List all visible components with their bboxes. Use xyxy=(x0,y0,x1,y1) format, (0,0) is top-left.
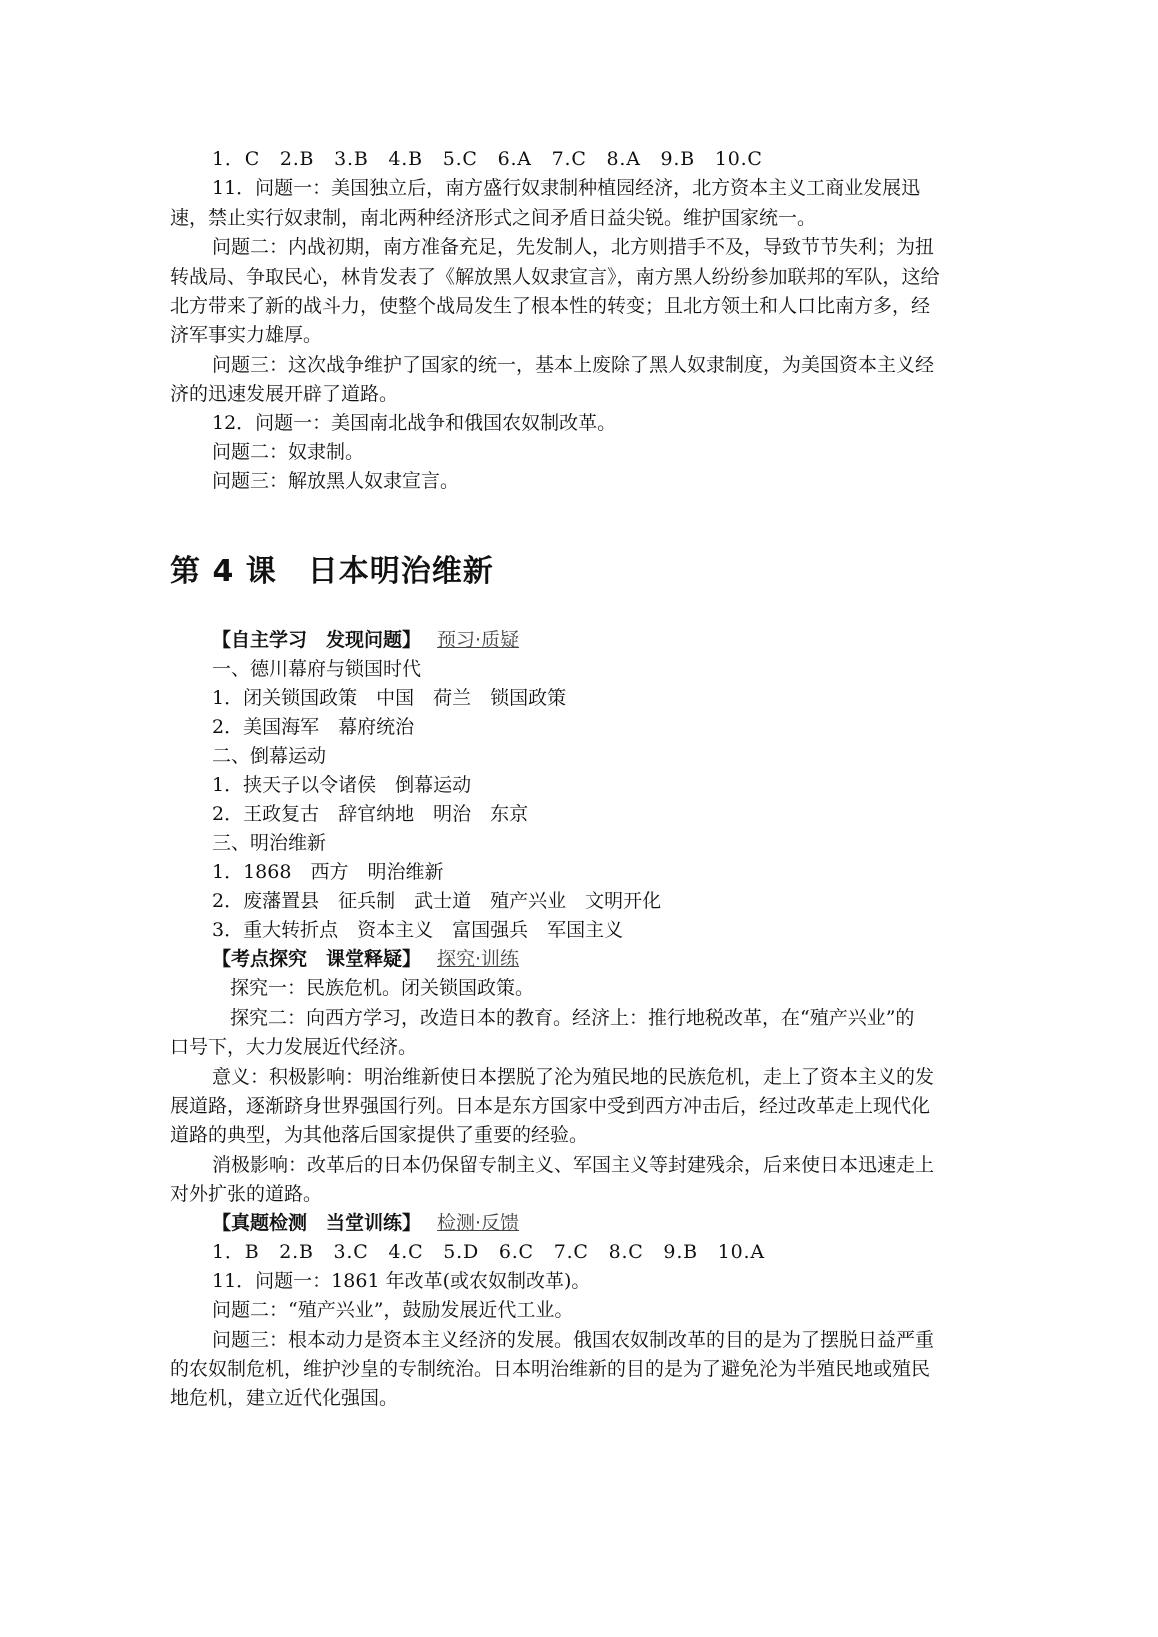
section-test xyxy=(212,1208,519,1238)
list-item: 1．挟天子以令诸侯 倒幕运动 xyxy=(212,774,472,796)
test-q11-answer-3-line1: 问题三：根本动力是资本主义经济的发展。俄国农奴制改革的目的是为了摆脱日益严重 xyxy=(212,1329,935,1351)
section-inquiry xyxy=(212,944,519,974)
q11-answer-3-line2: 济的迅速发展开辟了道路。 xyxy=(170,383,399,405)
section-self-study-tag: 预习·质疑 xyxy=(437,629,520,651)
test-q11-answer-3-line3: 地危机，建立近代化强国。 xyxy=(170,1387,399,1409)
section-test-label: 【真题检测 当堂训练】 xyxy=(212,1212,422,1234)
significance-line1: 意义：积极影响：明治维新使日本摆脱了沦为殖民地的民族危机，走上了资本主义的发 xyxy=(212,1066,935,1088)
inquiry-2-line2: 口号下，大力发展近代经济。 xyxy=(170,1036,418,1058)
heading-meiji-restoration: 三、明治维新 xyxy=(212,832,327,854)
answers-1-10: 1．C 2.B 3.B 4.B 5.C 6.A 7.C 8.A 9.B 10.C xyxy=(212,148,763,170)
list-item: 3．重大转折点 资本主义 富国强兵 军国主义 xyxy=(212,919,624,941)
section-test-tag: 检测·反馈 xyxy=(437,1212,520,1234)
q11-answer-2-line2: 转战局、争取民心，林肯发表了《解放黑人奴隶宣言》，南方黑人纷纷参加联邦的军队，这给 xyxy=(170,266,940,288)
q11-answer-2-line3: 北方带来了新的战斗力，使整个战局发生了根本性的转变；且北方领土和人口比南方多，经 xyxy=(170,295,931,317)
inquiry-2-line1: 探究二：向西方学习，改造日本的教育。经济上：推行地税改革，在“殖产兴业”的 xyxy=(230,1007,915,1029)
test-q11-answer-1: 11．问题一：1861 年改革(或农奴制改革)。 xyxy=(212,1270,591,1292)
q11-answer-3-line1: 问题三：这次战争维护了国家的统一，基本上废除了黑人奴隶制度，为美国资本主义经 xyxy=(212,354,935,376)
q11-answer-2-line1: 问题二：内战初期，南方准备充足，先发制人，北方则措手不及，导致节节失利；为扭 xyxy=(212,236,935,258)
section-inquiry-tag: 探究·训练 xyxy=(437,948,520,970)
q12-answer-2: 问题二：奴隶制。 xyxy=(212,441,365,463)
lesson-title: 第 4 课 日本明治维新 xyxy=(170,554,494,589)
q11-answer-1-line1: 11．问题一：美国独立后，南方盛行奴隶制种植园经济，北方资本主义工商业发展迅 xyxy=(212,177,921,199)
list-item: 1．1868 西方 明治维新 xyxy=(212,861,444,883)
heading-bakufu-overthrow: 二、倒幕运动 xyxy=(212,745,327,767)
test-q11-answer-3-line2: 的农奴制危机，维护沙皇的专制统治。日本明治维新的目的是为了避免沦为半殖民地或殖民 xyxy=(170,1358,931,1380)
heading-tokugawa: 一、德川幕府与锁国时代 xyxy=(212,658,422,680)
significance-line3: 道路的典型，为其他落后国家提供了重要的经验。 xyxy=(170,1124,589,1146)
test-answers-1-10: 1．B 2.B 3.C 4.C 5.D 6.C 7.C 8.C 9.B 10.A xyxy=(212,1241,765,1263)
q12-answer-1: 12．问题一：美国南北战争和俄国农奴制改革。 xyxy=(212,412,617,434)
section-inquiry-label: 【考点探究 课堂释疑】 xyxy=(212,948,422,970)
q11-answer-1-line2: 速，禁止实行奴隶制，南北两种经济形式之间矛盾日益尖锐。维护国家统一。 xyxy=(170,207,817,229)
test-q11-answer-2: 问题二：“殖产兴业”，鼓励发展近代工业。 xyxy=(212,1299,574,1321)
list-item: 2．废藩置县 征兵制 武士道 殖产兴业 文明开化 xyxy=(212,890,662,912)
list-item: 2．王政复古 辞官纳地 明治 东京 xyxy=(212,803,529,825)
negative-impact-line2: 对外扩张的道路。 xyxy=(170,1183,323,1205)
section-self-study xyxy=(212,625,519,655)
significance-line2: 展道路，逐渐跻身世界强国行列。日本是东方国家中受到西方冲击后，经过改革走上现代化 xyxy=(170,1095,931,1117)
negative-impact-line1: 消极影响：改革后的日本仍保留专制主义、军国主义等封建残余，后来使日本迅速走上 xyxy=(212,1154,935,1176)
list-item: 2．美国海军 幕府统治 xyxy=(212,716,415,738)
q12-answer-3: 问题三：解放黑人奴隶宣言。 xyxy=(212,470,460,492)
inquiry-1: 探究一：民族危机。闭关锁国政策。 xyxy=(230,977,535,999)
section-self-study-label: 【自主学习 发现问题】 xyxy=(212,629,422,651)
q11-answer-2-line4: 济军事实力雄厚。 xyxy=(170,324,323,346)
list-item: 1．闭关锁国政策 中国 荷兰 锁国政策 xyxy=(212,687,567,709)
